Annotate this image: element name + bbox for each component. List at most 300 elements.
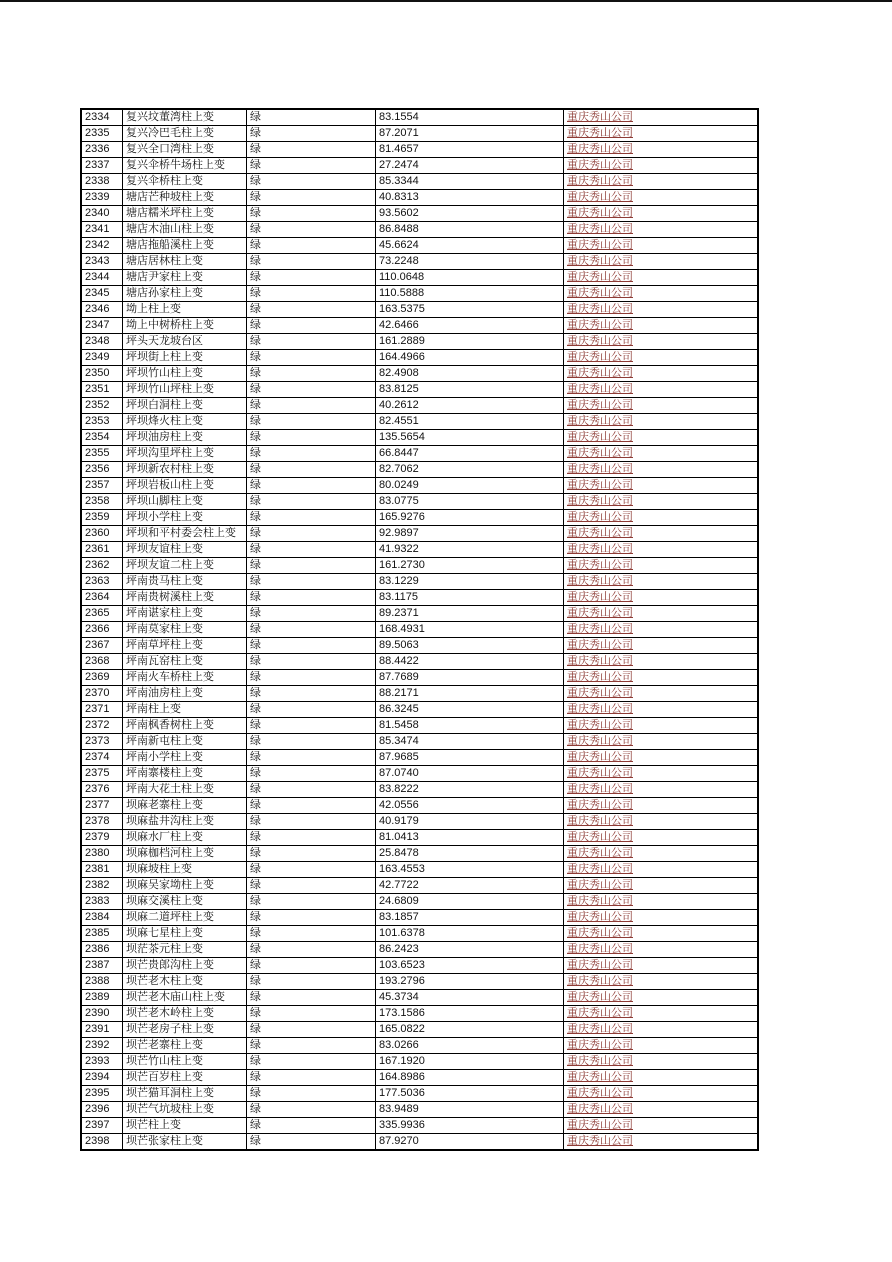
value-cell: 25.8478 <box>376 846 564 862</box>
name-cell: 坝芒老木庙山柱上变 <box>123 990 247 1006</box>
name-cell: 坪南大花土柱上变 <box>123 782 247 798</box>
table-row <box>81 350 758 366</box>
name-cell: 坪南贵马柱上变 <box>123 574 247 590</box>
company-link[interactable]: 重庆秀山公司 <box>564 382 759 398</box>
company-link[interactable]: 重庆秀山公司 <box>564 1086 759 1102</box>
status-cell: 绿 <box>247 1022 376 1038</box>
company-link[interactable]: 重庆秀山公司 <box>564 862 759 878</box>
name-cell: 坪坝烽火柱上变 <box>123 414 247 430</box>
value-cell: 88.4422 <box>376 654 564 670</box>
status-cell: 绿 <box>247 686 376 702</box>
value-cell: 110.0648 <box>376 270 564 286</box>
company-link[interactable]: 重庆秀山公司 <box>564 109 759 126</box>
company-link[interactable]: 重庆秀山公司 <box>564 1022 759 1038</box>
status-cell: 绿 <box>247 510 376 526</box>
company-link[interactable]: 重庆秀山公司 <box>564 350 759 366</box>
company-link[interactable]: 重庆秀山公司 <box>564 1118 759 1134</box>
status-cell: 绿 <box>247 366 376 382</box>
name-cell: 坝芒老寨柱上变 <box>123 1038 247 1054</box>
row-id-cell: 2378 <box>81 814 123 830</box>
name-cell: 塘店居林柱上变 <box>123 254 247 270</box>
company-link[interactable]: 重庆秀山公司 <box>564 414 759 430</box>
value-cell: 82.4908 <box>376 366 564 382</box>
value-cell: 193.2796 <box>376 974 564 990</box>
row-id-cell: 2355 <box>81 446 123 462</box>
company-link[interactable]: 重庆秀山公司 <box>564 910 759 926</box>
company-link[interactable]: 重庆秀山公司 <box>564 238 759 254</box>
company-link[interactable]: 重庆秀山公司 <box>564 1054 759 1070</box>
name-cell: 坝麻七星柱上变 <box>123 926 247 942</box>
name-cell: 坪南油房柱上变 <box>123 686 247 702</box>
company-link[interactable]: 重庆秀山公司 <box>564 670 759 686</box>
company-link[interactable]: 重庆秀山公司 <box>564 1038 759 1054</box>
company-link[interactable]: 重庆秀山公司 <box>564 638 759 654</box>
company-link[interactable]: 重庆秀山公司 <box>564 446 759 462</box>
status-cell: 绿 <box>247 670 376 686</box>
status-cell: 绿 <box>247 590 376 606</box>
table-row <box>81 958 758 974</box>
name-cell: 坪坝街上柱上变 <box>123 350 247 366</box>
company-link[interactable]: 重庆秀山公司 <box>564 334 759 350</box>
value-cell: 45.3734 <box>376 990 564 1006</box>
status-cell: 绿 <box>247 462 376 478</box>
status-cell: 绿 <box>247 238 376 254</box>
name-cell: 塘店糯米坪柱上变 <box>123 206 247 222</box>
status-cell: 绿 <box>247 862 376 878</box>
table-row <box>81 478 758 494</box>
value-cell: 85.3344 <box>376 174 564 190</box>
table-row <box>81 926 758 942</box>
value-cell: 164.8986 <box>376 1070 564 1086</box>
name-cell: 坪南贵树溪柱上变 <box>123 590 247 606</box>
company-link[interactable]: 重庆秀山公司 <box>564 798 759 814</box>
table-row <box>81 1054 758 1070</box>
table-row <box>81 1102 758 1118</box>
row-id-cell: 2354 <box>81 430 123 446</box>
table-row <box>81 718 758 734</box>
status-cell: 绿 <box>247 654 376 670</box>
company-link[interactable]: 重庆秀山公司 <box>564 1006 759 1022</box>
name-cell: 坳上中树桥柱上变 <box>123 318 247 334</box>
company-link[interactable]: 重庆秀山公司 <box>564 526 759 542</box>
row-id-cell: 2380 <box>81 846 123 862</box>
name-cell: 坪南枫香树柱上变 <box>123 718 247 734</box>
status-cell: 绿 <box>247 702 376 718</box>
row-id-cell: 2370 <box>81 686 123 702</box>
table-row <box>81 526 758 542</box>
value-cell: 87.2071 <box>376 126 564 142</box>
status-cell: 绿 <box>247 1038 376 1054</box>
name-cell: 塘店拖船溪柱上变 <box>123 238 247 254</box>
company-link[interactable]: 重庆秀山公司 <box>564 878 759 894</box>
status-cell: 绿 <box>247 558 376 574</box>
value-cell: 163.4553 <box>376 862 564 878</box>
value-cell: 81.0413 <box>376 830 564 846</box>
company-link[interactable]: 重庆秀山公司 <box>564 974 759 990</box>
table-row <box>81 254 758 270</box>
name-cell: 坝芒贵郎沟柱上变 <box>123 958 247 974</box>
row-id-cell: 2365 <box>81 606 123 622</box>
row-id-cell: 2350 <box>81 366 123 382</box>
status-cell: 绿 <box>247 574 376 590</box>
row-id-cell: 2393 <box>81 1054 123 1070</box>
name-cell: 复兴伞桥柱上变 <box>123 174 247 190</box>
company-link[interactable]: 重庆秀山公司 <box>564 270 759 286</box>
row-id-cell: 2358 <box>81 494 123 510</box>
name-cell: 坪头天龙坡台区 <box>123 334 247 350</box>
company-link[interactable]: 重庆秀山公司 <box>564 846 759 862</box>
row-id-cell: 2367 <box>81 638 123 654</box>
status-cell: 绿 <box>247 750 376 766</box>
status-cell: 绿 <box>247 718 376 734</box>
status-cell: 绿 <box>247 190 376 206</box>
company-link[interactable]: 重庆秀山公司 <box>564 750 759 766</box>
page-top-border <box>0 0 892 2</box>
company-link[interactable]: 重庆秀山公司 <box>564 302 759 318</box>
company-link[interactable]: 重庆秀山公司 <box>564 494 759 510</box>
status-cell: 绿 <box>247 494 376 510</box>
value-cell: 80.0249 <box>376 478 564 494</box>
table-row <box>81 782 758 798</box>
value-cell: 83.1554 <box>376 109 564 126</box>
company-link[interactable]: 重庆秀山公司 <box>564 990 759 1006</box>
name-cell: 坪坝竹山坪柱上变 <box>123 382 247 398</box>
company-link[interactable]: 重庆秀山公司 <box>564 462 759 478</box>
value-cell: 168.4931 <box>376 622 564 638</box>
table-row <box>81 814 758 830</box>
name-cell: 坪坝和平村委会柱上变 <box>123 526 247 542</box>
row-id-cell: 2392 <box>81 1038 123 1054</box>
status-cell: 绿 <box>247 398 376 414</box>
table-row <box>81 862 758 878</box>
table-row <box>81 318 758 334</box>
value-cell: 27.2474 <box>376 158 564 174</box>
row-id-cell: 2386 <box>81 942 123 958</box>
row-id-cell: 2335 <box>81 126 123 142</box>
company-link[interactable]: 重庆秀山公司 <box>564 782 759 798</box>
value-cell: 103.6523 <box>376 958 564 974</box>
name-cell: 坝麻二道坪柱上变 <box>123 910 247 926</box>
row-id-cell: 2398 <box>81 1134 123 1151</box>
row-id-cell: 2361 <box>81 542 123 558</box>
status-cell: 绿 <box>247 222 376 238</box>
company-link[interactable]: 重庆秀山公司 <box>564 286 759 302</box>
status-cell: 绿 <box>247 302 376 318</box>
row-id-cell: 2334 <box>81 109 123 126</box>
row-id-cell: 2349 <box>81 350 123 366</box>
name-cell: 坝芒百岁柱上变 <box>123 1070 247 1086</box>
table-row <box>81 142 758 158</box>
company-link[interactable]: 重庆秀山公司 <box>564 958 759 974</box>
row-id-cell: 2348 <box>81 334 123 350</box>
name-cell: 坝芒猫耳洞柱上变 <box>123 1086 247 1102</box>
table-body <box>81 109 758 1150</box>
value-cell: 66.8447 <box>376 446 564 462</box>
name-cell: 坝麻交溪柱上变 <box>123 894 247 910</box>
value-cell: 101.6378 <box>376 926 564 942</box>
table-row <box>81 942 758 958</box>
value-cell: 41.9322 <box>376 542 564 558</box>
row-id-cell: 2379 <box>81 830 123 846</box>
status-cell: 绿 <box>247 526 376 542</box>
company-link[interactable]: 重庆秀山公司 <box>564 206 759 222</box>
name-cell: 坝芒老木柱上变 <box>123 974 247 990</box>
name-cell: 坳上柱上变 <box>123 302 247 318</box>
row-id-cell: 2396 <box>81 1102 123 1118</box>
company-link[interactable]: 重庆秀山公司 <box>564 366 759 382</box>
table-row <box>81 670 758 686</box>
value-cell: 83.1857 <box>376 910 564 926</box>
table-row <box>81 302 758 318</box>
status-cell: 绿 <box>247 254 376 270</box>
value-cell: 89.5063 <box>376 638 564 654</box>
company-link[interactable]: 重庆秀山公司 <box>564 398 759 414</box>
status-cell: 绿 <box>247 174 376 190</box>
company-link[interactable]: 重庆秀山公司 <box>564 894 759 910</box>
value-cell: 164.4966 <box>376 350 564 366</box>
table-row <box>81 750 758 766</box>
name-cell: 坪坝沟里坪柱上变 <box>123 446 247 462</box>
row-id-cell: 2346 <box>81 302 123 318</box>
transformer-status-table <box>80 108 759 1151</box>
value-cell: 87.0740 <box>376 766 564 782</box>
row-id-cell: 2366 <box>81 622 123 638</box>
table-row <box>81 1038 758 1054</box>
name-cell: 复兴伞桥牛场柱上变 <box>123 158 247 174</box>
row-id-cell: 2339 <box>81 190 123 206</box>
value-cell: 167.1920 <box>376 1054 564 1070</box>
value-cell: 87.9685 <box>376 750 564 766</box>
status-cell: 绿 <box>247 142 376 158</box>
company-link[interactable]: 重庆秀山公司 <box>564 590 759 606</box>
table-row <box>81 430 758 446</box>
company-link[interactable]: 重庆秀山公司 <box>564 558 759 574</box>
status-cell: 绿 <box>247 206 376 222</box>
name-cell: 坝芒张家柱上变 <box>123 1134 247 1151</box>
table-row <box>81 990 758 1006</box>
row-id-cell: 2382 <box>81 878 123 894</box>
value-cell: 161.2730 <box>376 558 564 574</box>
row-id-cell: 2343 <box>81 254 123 270</box>
value-cell: 335.9936 <box>376 1118 564 1134</box>
status-cell: 绿 <box>247 766 376 782</box>
name-cell: 坝茫茶元柱上变 <box>123 942 247 958</box>
table-row <box>81 686 758 702</box>
company-link[interactable]: 重庆秀山公司 <box>564 542 759 558</box>
row-id-cell: 2391 <box>81 1022 123 1038</box>
value-cell: 86.2423 <box>376 942 564 958</box>
company-link[interactable]: 重庆秀山公司 <box>564 926 759 942</box>
table-row <box>81 542 758 558</box>
value-cell: 165.9276 <box>376 510 564 526</box>
table-row <box>81 574 758 590</box>
name-cell: 坝麻盐井沟柱上变 <box>123 814 247 830</box>
value-cell: 83.8222 <box>376 782 564 798</box>
status-cell: 绿 <box>247 782 376 798</box>
company-link[interactable]: 重庆秀山公司 <box>564 766 759 782</box>
table-row <box>81 1134 758 1151</box>
value-cell: 40.9179 <box>376 814 564 830</box>
status-cell: 绿 <box>247 830 376 846</box>
row-id-cell: 2347 <box>81 318 123 334</box>
table-row <box>81 830 758 846</box>
status-cell: 绿 <box>247 542 376 558</box>
table-row <box>81 446 758 462</box>
table-row <box>81 974 758 990</box>
company-link[interactable]: 重庆秀山公司 <box>564 510 759 526</box>
row-id-cell: 2342 <box>81 238 123 254</box>
value-cell: 93.5602 <box>376 206 564 222</box>
value-cell: 24.6809 <box>376 894 564 910</box>
value-cell: 88.2171 <box>376 686 564 702</box>
value-cell: 83.0775 <box>376 494 564 510</box>
value-cell: 73.2248 <box>376 254 564 270</box>
company-link[interactable]: 重庆秀山公司 <box>564 814 759 830</box>
value-cell: 89.2371 <box>376 606 564 622</box>
row-id-cell: 2372 <box>81 718 123 734</box>
row-id-cell: 2359 <box>81 510 123 526</box>
name-cell: 坪南新屯柱上变 <box>123 734 247 750</box>
table-row <box>81 222 758 238</box>
company-link[interactable]: 重庆秀山公司 <box>564 622 759 638</box>
row-id-cell: 2376 <box>81 782 123 798</box>
table-row <box>81 286 758 302</box>
company-link[interactable]: 重庆秀山公司 <box>564 1102 759 1118</box>
company-link[interactable]: 重庆秀山公司 <box>564 254 759 270</box>
name-cell: 坝麻枷档河柱上变 <box>123 846 247 862</box>
row-id-cell: 2352 <box>81 398 123 414</box>
status-cell: 绿 <box>247 894 376 910</box>
table-row <box>81 734 758 750</box>
table-row <box>81 1086 758 1102</box>
status-cell: 绿 <box>247 926 376 942</box>
company-link[interactable]: 重庆秀山公司 <box>564 142 759 158</box>
name-cell: 坪坝白洞柱上变 <box>123 398 247 414</box>
name-cell: 坪南火车桥柱上变 <box>123 670 247 686</box>
status-cell: 绿 <box>247 958 376 974</box>
value-cell: 45.6624 <box>376 238 564 254</box>
row-id-cell: 2341 <box>81 222 123 238</box>
row-id-cell: 2383 <box>81 894 123 910</box>
status-cell: 绿 <box>247 606 376 622</box>
value-cell: 110.5888 <box>376 286 564 302</box>
company-link[interactable]: 重庆秀山公司 <box>564 318 759 334</box>
name-cell: 复兴冷巴毛柱上变 <box>123 126 247 142</box>
name-cell: 坝麻吴家坳柱上变 <box>123 878 247 894</box>
value-cell: 86.8488 <box>376 222 564 238</box>
table-row <box>81 414 758 430</box>
name-cell: 坪坝友谊柱上变 <box>123 542 247 558</box>
company-link[interactable]: 重庆秀山公司 <box>564 1134 759 1151</box>
company-link[interactable]: 重庆秀山公司 <box>564 702 759 718</box>
row-id-cell: 2395 <box>81 1086 123 1102</box>
row-id-cell: 2368 <box>81 654 123 670</box>
table-row <box>81 878 758 894</box>
row-id-cell: 2387 <box>81 958 123 974</box>
name-cell: 坝芒柱上变 <box>123 1118 247 1134</box>
company-link[interactable]: 重庆秀山公司 <box>564 574 759 590</box>
value-cell: 81.5458 <box>376 718 564 734</box>
row-id-cell: 2360 <box>81 526 123 542</box>
table-row <box>81 894 758 910</box>
row-id-cell: 2336 <box>81 142 123 158</box>
table-row <box>81 654 758 670</box>
status-cell: 绿 <box>247 270 376 286</box>
company-link[interactable]: 重庆秀山公司 <box>564 430 759 446</box>
name-cell: 坪坝岩板山柱上变 <box>123 478 247 494</box>
table-row <box>81 126 758 142</box>
name-cell: 坪坝新农村柱上变 <box>123 462 247 478</box>
status-cell: 绿 <box>247 846 376 862</box>
company-link[interactable]: 重庆秀山公司 <box>564 478 759 494</box>
company-link[interactable]: 重庆秀山公司 <box>564 1070 759 1086</box>
name-cell: 坪南寨楼柱上变 <box>123 766 247 782</box>
company-link[interactable]: 重庆秀山公司 <box>564 686 759 702</box>
status-cell: 绿 <box>247 1086 376 1102</box>
company-link[interactable]: 重庆秀山公司 <box>564 190 759 206</box>
row-id-cell: 2371 <box>81 702 123 718</box>
company-link[interactable]: 重庆秀山公司 <box>564 942 759 958</box>
status-cell: 绿 <box>247 126 376 142</box>
value-cell: 85.3474 <box>376 734 564 750</box>
row-id-cell: 2338 <box>81 174 123 190</box>
name-cell: 复兴全口湾柱上变 <box>123 142 247 158</box>
company-link[interactable]: 重庆秀山公司 <box>564 718 759 734</box>
company-link[interactable]: 重庆秀山公司 <box>564 126 759 142</box>
table-row <box>81 846 758 862</box>
company-link[interactable]: 重庆秀山公司 <box>564 158 759 174</box>
company-link[interactable]: 重庆秀山公司 <box>564 606 759 622</box>
company-link[interactable]: 重庆秀山公司 <box>564 222 759 238</box>
table-row <box>81 366 758 382</box>
status-cell: 绿 <box>247 878 376 894</box>
table-row <box>81 798 758 814</box>
value-cell: 165.0822 <box>376 1022 564 1038</box>
company-link[interactable]: 重庆秀山公司 <box>564 734 759 750</box>
status-cell: 绿 <box>247 1118 376 1134</box>
table-row <box>81 590 758 606</box>
value-cell: 82.7062 <box>376 462 564 478</box>
company-link[interactable]: 重庆秀山公司 <box>564 654 759 670</box>
name-cell: 塘店木油山柱上变 <box>123 222 247 238</box>
name-cell: 坝麻水厂柱上变 <box>123 830 247 846</box>
company-link[interactable]: 重庆秀山公司 <box>564 830 759 846</box>
table-row <box>81 334 758 350</box>
row-id-cell: 2374 <box>81 750 123 766</box>
value-cell: 177.5036 <box>376 1086 564 1102</box>
row-id-cell: 2389 <box>81 990 123 1006</box>
status-cell: 绿 <box>247 430 376 446</box>
table-row <box>81 558 758 574</box>
name-cell: 坪南谌家柱上变 <box>123 606 247 622</box>
table-row <box>81 238 758 254</box>
status-cell: 绿 <box>247 1054 376 1070</box>
table-row <box>81 206 758 222</box>
name-cell: 坪坝友谊二柱上变 <box>123 558 247 574</box>
row-id-cell: 2394 <box>81 1070 123 1086</box>
table-row <box>81 766 758 782</box>
name-cell: 塘店尹家柱上变 <box>123 270 247 286</box>
company-link[interactable]: 重庆秀山公司 <box>564 174 759 190</box>
name-cell: 坝芒老木岭柱上变 <box>123 1006 247 1022</box>
status-cell: 绿 <box>247 622 376 638</box>
name-cell: 坪坝竹山柱上变 <box>123 366 247 382</box>
table-row <box>81 270 758 286</box>
table-row <box>81 462 758 478</box>
table-row <box>81 174 758 190</box>
name-cell: 坝麻坡柱上变 <box>123 862 247 878</box>
value-cell: 40.2612 <box>376 398 564 414</box>
